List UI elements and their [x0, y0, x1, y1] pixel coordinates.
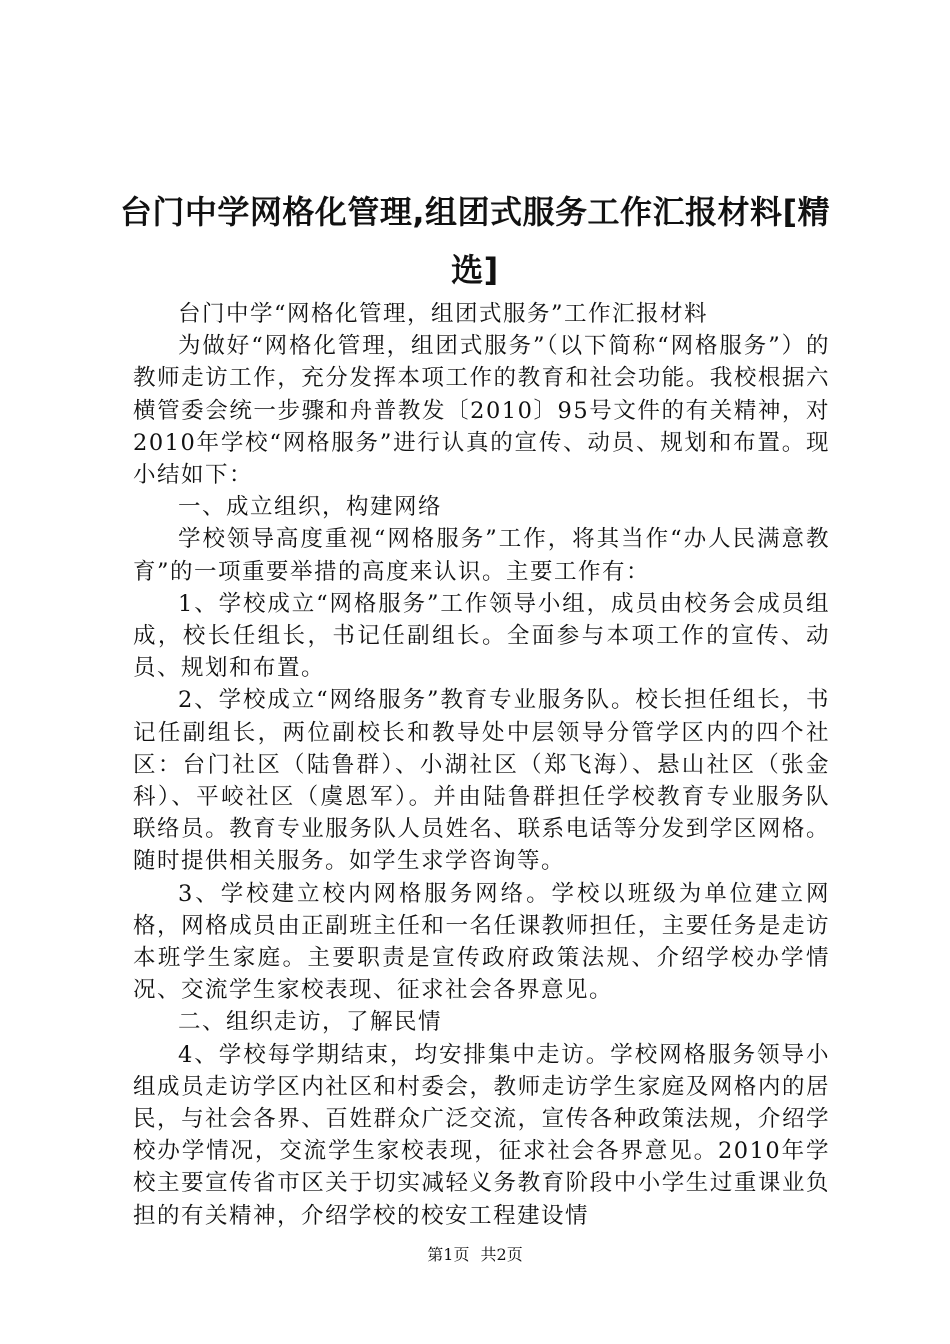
document-title: 台门中学网格化管理,组团式服务工作汇报材料[精选] [119, 193, 831, 289]
paragraph: 4、学校每学期结束，均安排集中走访。学校网格服务领导小组成员走访学区内社区和村委会，教师走访学生家庭及网格内的居民，与社会各界、百姓群众广泛交流，宣传各种政策法规，介绍学校办学情况，交流学生家校表现，征求社会各界意见。2010年学校主要宣传省市区关于切实减轻义务教育阶段中小学生过重课业负担的有关精神，介绍学校的校安工程建设情 [133, 1041, 830, 1229]
paragraph: 2、学校成立“网络服务”教育专业服务队。校长担任组长，书记任副组长，两位副校长和教导处中层领导分管学区内的四个社区：台门社区（陆鲁群）、小湖社区（郑飞海）、悬山社区（张金科）、平峧社区（虞恩军）。并由陆鲁群担任学校教育专业服务队联络员。教育专业服务队人员姓名、联系电话等分发到学区网格。随时提供相关服务。如学生求学咨询等。 [133, 687, 830, 875]
paragraph: 1、学校成立“网格服务”工作领导小组，成员由校务会成员组成，校长任组长，书记任副组长。全面参与本项工作的宣传、动员、规划和布置。 [133, 590, 830, 682]
paragraph: 学校领导高度重视“网格服务”工作，将其当作“办人民满意教育”的一项重要举措的高度来认识。主要工作有： [133, 526, 830, 585]
paragraph: 为做好“网格化管理，组团式服务”（以下简称“网格服务”）的教师走访工作，充分发挥本项工作的教育和社会功能。我校根据六横管委会统一步骤和舟普教发〔2010〕95号文件的有关精神，对2010年学校“网格服务”进行认真的宣传、动员、规划和布置。现小结如下： [133, 333, 830, 489]
section-heading: 二、组织走访，了解民情 [178, 1009, 443, 1036]
document-body [133, 298, 830, 1232]
page-number: 第1页 [427, 1245, 470, 1264]
page-footer [0, 1245, 950, 1265]
paragraph: 台门中学“网格化管理，组团式服务”工作汇报材料 [178, 301, 709, 327]
section-heading: 一、成立组织，构建网络 [178, 494, 443, 521]
paragraph: 3、学校建立校内网格服务网络。学校以班级为单位建立网格，网格成员由正副班主任和一名任课教师担任，主要任务是走访本班学生家庭。主要职责是宣传政府政策法规、介绍学校办学情况、交流学生家校表现、征求社会各界意见。 [133, 880, 830, 1004]
page-total: 共2页 [480, 1245, 523, 1264]
